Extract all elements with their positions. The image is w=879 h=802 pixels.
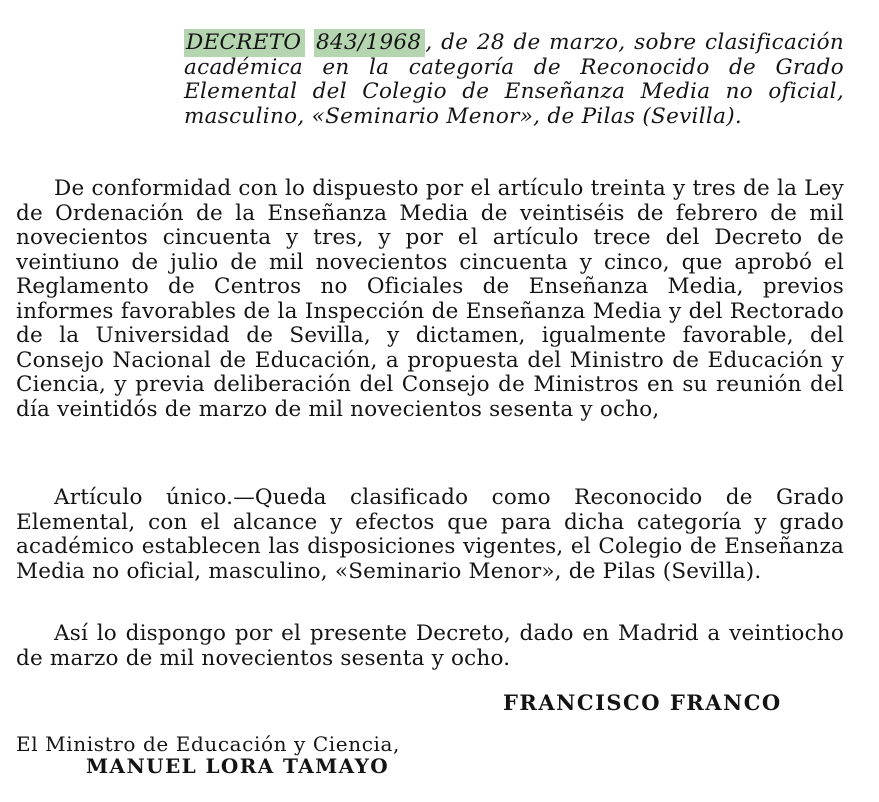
decree-heading xyxy=(184,31,844,129)
decree-number-highlight: 843/1968 xyxy=(314,29,425,57)
decree-label-highlight: DECRETO xyxy=(184,29,305,57)
sole-article-paragraph: Artículo único.—Queda clasificado como Reconocido de Grado Elemental, con el alcance y efectos que para dicha categoría y grado académico establecen las disposiciones vigentes, el Colegio de Enseñanza Media no oficial, masculino, «Seminario Menor», de Pilas (Sevilla). xyxy=(16,485,844,584)
preamble-paragraph: De conformidad con lo dispuesto por el artículo treinta y tres de la Ley de Ordenación de la Enseñanza Media de veintiséis de febrero de mil novecientos cincuenta y tres, y por el artículo trece del Decreto de veintiuno de julio de mil novecientos cincuenta y cinco, que aprobó el Reglamento de Centros no Oficiales de Enseñanza Media, previos informes favorables de la Inspección de Enseñanza Media y del Rectorado de la Universidad de Sevilla, y dictamen, igualmente favorable, del Consejo Nacional de Educación, a propuesta del Ministro de Educación y Ciencia, y previa deliberación del Consejo de Ministros en su reunión del día veintidós de marzo de mil novecientos sesenta y ocho, xyxy=(16,176,844,422)
closing-paragraph: Así lo dispongo por el presente Decreto, dado en Madrid a veintiocho de marzo de mil novecientos sesenta y ocho. xyxy=(16,621,844,671)
minister-name: MANUEL LORA TAMAYO xyxy=(86,754,390,778)
minister-role: El Ministro de Educación y Ciencia, xyxy=(16,732,400,756)
signer-name: FRANCISCO FRANCO xyxy=(503,690,782,715)
decree-heading-text: , de 28 de marzo, sobre clasificación académica en la categoría de Reconocido de Grado Elemental del Colegio de Enseñanza Media no oficial, masculino, «Seminario Menor», de Pilas (Sevilla). xyxy=(184,30,844,129)
